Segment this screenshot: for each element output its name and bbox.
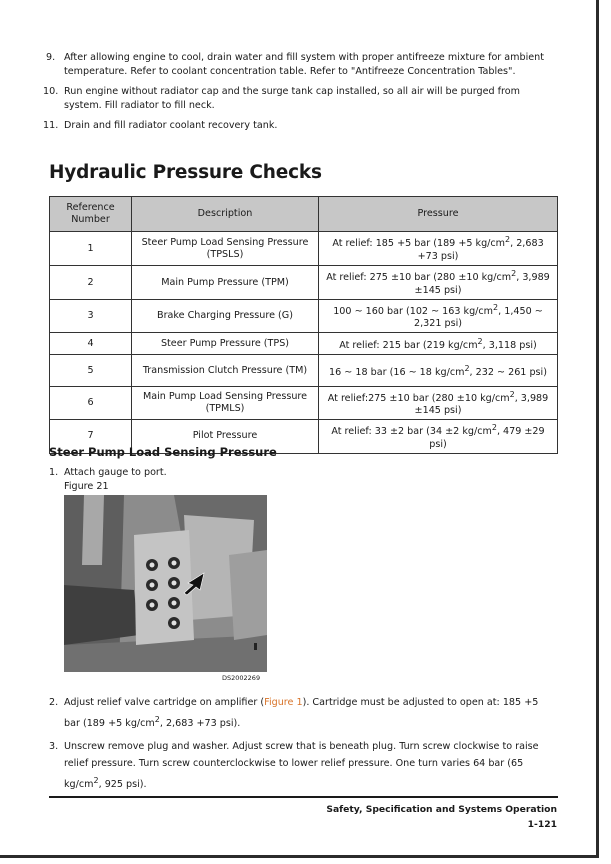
pressure-text: , 1,450 ~ 2,321 psi): [413, 306, 543, 330]
table-row: [50, 355, 558, 387]
cell-desc: Steer Pump Pressure (TPS): [132, 333, 319, 355]
cell-ref: 4: [50, 333, 132, 355]
pressure-text: , 3,989 ±145 psi): [414, 272, 550, 296]
cell-pressure: [319, 266, 558, 300]
header-description: Description: [132, 197, 319, 232]
step-number: 3.: [49, 741, 59, 753]
superscript: 2: [464, 363, 470, 373]
superscript: 2: [93, 776, 99, 786]
superscript: 2: [477, 336, 483, 346]
step-number: 1.: [49, 467, 59, 478]
step-number: 10.: [43, 86, 59, 97]
step-text: , 925 psi).: [98, 779, 147, 791]
pressure-text: , 3,118 psi): [482, 339, 537, 351]
footer-divider: [49, 796, 558, 798]
step-number: 9.: [46, 52, 56, 63]
cell-ref: 5: [50, 355, 132, 387]
step-text: Unscrew remove plug and washer. Adjust screw that is beneath plug. Turn screw clockwise to raise relief pressure. Turn screw counterclockwise to lower relief pressure. One turn varies 64 bar (65 kg/cm: [64, 741, 539, 791]
step-text: , 2,683 +73 psi).: [159, 718, 241, 730]
hydraulic-block-illustration: [64, 495, 267, 672]
cell-pressure: [319, 333, 558, 355]
step-text: Adjust relief valve cartridge on amplifier (: [64, 697, 265, 708]
superscript: 2: [493, 303, 499, 312]
cell-ref: 6: [50, 387, 132, 420]
cell-pressure: [319, 232, 558, 266]
pressure-text: At relief: 33 ±2 bar (34 ±2 kg/cm: [331, 426, 492, 438]
cell-ref: 2: [50, 266, 132, 300]
cell-desc: Main Pump Load Sensing Pressure (TPMLS): [132, 387, 319, 420]
footer-page-number: 1-121: [527, 819, 557, 830]
cell-pressure: [319, 355, 558, 387]
cell-pressure: [319, 300, 558, 333]
step-text: After allowing engine to cool, drain water and fill system with proper antifreeze mixture for ambient temperature. Refer to coolant concentration table. Refer to "Antifreeze Concentration Tables".: [64, 52, 545, 77]
header-pressure: Pressure: [319, 197, 558, 232]
figure-photo: [64, 495, 267, 672]
superscript: 2: [505, 235, 511, 245]
list-item: [43, 85, 554, 113]
superscript: 2: [509, 390, 515, 400]
header-reference: Reference Number: [50, 197, 132, 232]
step-number: 11.: [43, 120, 59, 131]
list-item: [46, 51, 554, 79]
list-item: [43, 119, 554, 133]
table-row: [50, 387, 558, 420]
pressure-text: , 232 ~ 261 psi): [469, 366, 547, 378]
figure-label: Figure 21: [64, 481, 109, 492]
table-row: [50, 232, 558, 266]
cell-pressure: [319, 420, 558, 453]
pressure-text: At relief:275 ±10 bar (280 ±10 kg/cm: [327, 393, 510, 405]
list-item: [49, 738, 557, 793]
pressure-text: 16 ~ 18 bar (16 ~ 18 kg/cm: [329, 366, 465, 378]
pressure-table: [49, 196, 558, 454]
step-text: Run engine without radiator cap and the surge tank cap installed, so all air will be purged from system. Fill radiator to fill neck.: [64, 86, 520, 111]
cell-desc: Steer Pump Load Sensing Pressure (TPSLS): [132, 232, 319, 266]
superscript: 2: [511, 269, 517, 279]
cell-desc: Main Pump Pressure (TPM): [132, 266, 319, 300]
pressure-text: 100 ~ 160 bar (102 ~ 163 kg/cm: [333, 306, 494, 318]
pressure-text: At relief: 275 ±10 bar (280 ±10 kg/cm: [326, 272, 512, 284]
step-number: 2.: [49, 697, 59, 708]
superscript: 2: [154, 715, 160, 724]
pressure-text: , 3,989 ±145 psi): [414, 393, 549, 417]
superscript: 2: [491, 423, 497, 433]
figure-link[interactable]: Figure 1: [264, 697, 303, 708]
cell-pressure: [319, 387, 558, 420]
pressure-text: , 479 ±29 psi): [429, 426, 545, 450]
list-item: [49, 694, 557, 732]
steps-bottom-list: [49, 694, 557, 799]
cell-desc: Transmission Clutch Pressure (TM): [132, 355, 319, 387]
pressure-text: At relief: 185 +5 bar (189 +5 kg/cm: [332, 238, 506, 250]
steps-top-list: [43, 51, 554, 139]
table-header-row: [50, 197, 558, 232]
cell-desc: Brake Charging Pressure (G): [132, 300, 319, 333]
cell-desc: Pilot Pressure: [132, 420, 319, 453]
step-text: Drain and fill radiator coolant recovery tank.: [64, 120, 278, 131]
table-row: [50, 333, 558, 355]
cell-ref: 3: [50, 300, 132, 333]
pressure-text: , 2,683 +73 psi): [417, 238, 544, 262]
cell-ref: 1: [50, 232, 132, 266]
subsection-title: Steer Pump Load Sensing Pressure: [49, 445, 277, 459]
section-title: Hydraulic Pressure Checks: [49, 162, 322, 183]
step-text: ). Cartridge must be adjusted to open at: 185 +5 bar (189 +5 kg/cm: [64, 697, 539, 730]
cell-ref: 7: [50, 420, 132, 453]
pressure-text: At relief: 215 bar (219 kg/cm: [339, 339, 478, 351]
table-row: [50, 300, 558, 333]
footer-title: Safety, Specification and Systems Operation: [326, 804, 557, 815]
table-row: [50, 266, 558, 300]
step-text: Attach gauge to port.: [64, 467, 167, 478]
figure-code: DS2002269: [222, 674, 261, 682]
